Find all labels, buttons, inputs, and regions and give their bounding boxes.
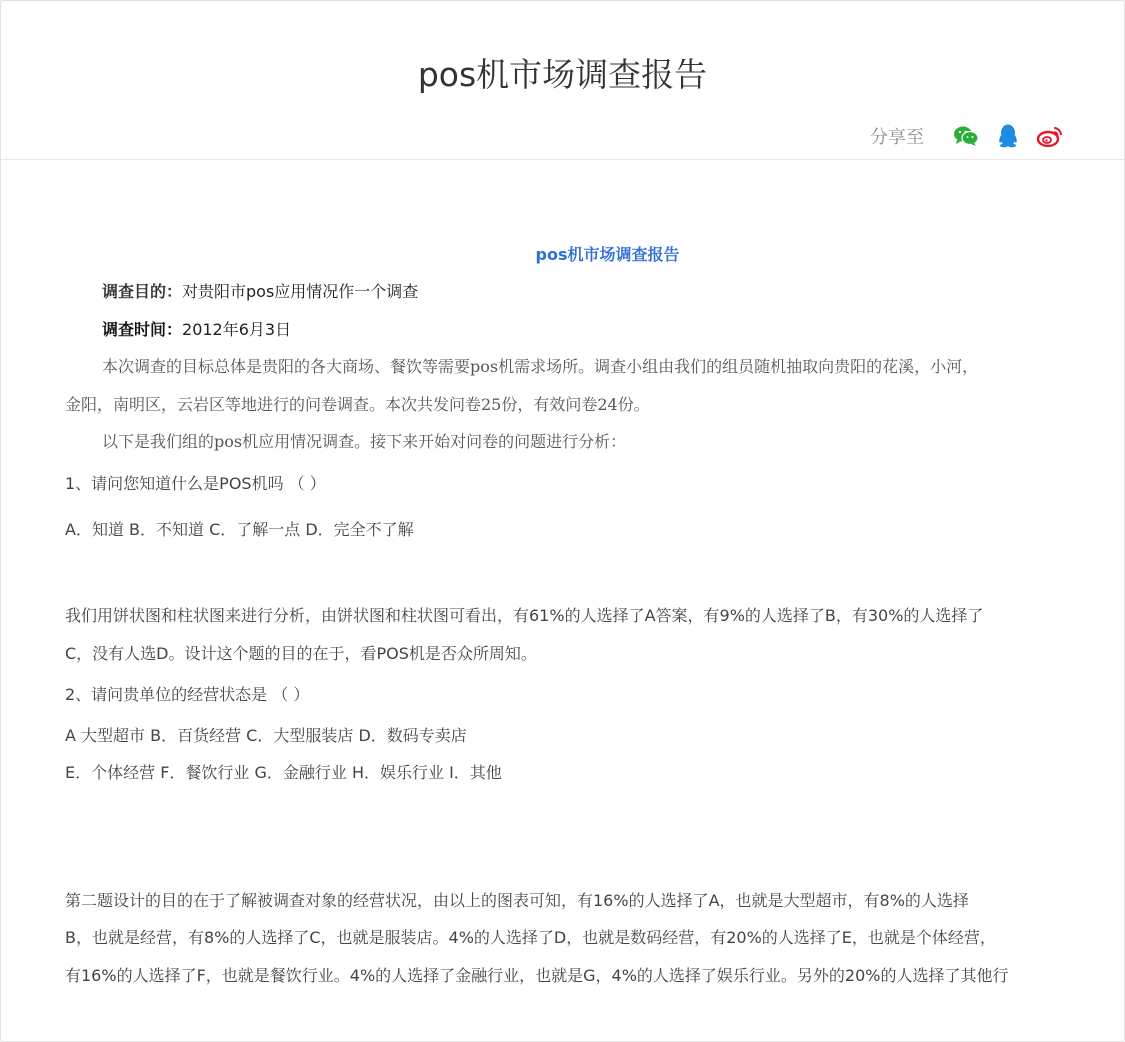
- qq-icon[interactable]: [994, 122, 1022, 150]
- purpose-label: 调查目的：: [102, 282, 183, 301]
- time-label: 调查时间：: [102, 319, 183, 339]
- question-2-analysis-line-1: 第二题设计的目的在于了解被调查对象的经营状况，由以上的图表可知，有16%的人选择了A，也就是大型超市，有8%的人选择: [65, 890, 969, 910]
- intro-line-3: 以下是我们组的pos机应用情况调查。接下来开始对问卷的问题进行分析：: [102, 432, 627, 451]
- document-title: pos机市场调查报告: [535, 245, 680, 264]
- question-2-analysis-line-2: B，也就是经营，有8%的人选择了C，也就是服装店。4%的人选择了D，也就是数码经营，有20%的人选择了E，也就是个体经营，: [65, 928, 996, 947]
- purpose-text: 对贵阳市pos应用情况作一个调查: [182, 282, 419, 301]
- share-label: 分享至: [870, 127, 924, 148]
- question-2-analysis-line-3: 有16%的人选择了F，也就是餐饮行业。4%的人选择了金融行业，也就是G，4%的人选择了娱乐行业。另外的20%的人选择了其他行: [65, 965, 1009, 985]
- question-1: 1、请问您知道什么是POS机吗 （ ）: [65, 473, 326, 493]
- time-text: 2012年6月3日: [182, 319, 292, 339]
- question-2-options-line-2: E．个体经营 F．餐饮行业 G．金融行业 H．娱乐行业 I．其他: [65, 763, 502, 782]
- page-title: pos机市场调查报告: [417, 55, 708, 94]
- question-2-text: 2、请问贵单位的经营状态是 （ ）: [65, 684, 310, 704]
- intro-line-2: 金阳，南明区，云岩区等地进行的问卷调查。本次共发问卷25份，有效问卷24份。: [65, 394, 650, 414]
- spacer: [65, 553, 1065, 597]
- intro-line-1: 本次调查的目标总体是贵阳的各大商场、餐饮等需要pos机需求场所。调查小组由我们的组员随机抽取向贵阳的花溪，小河，: [102, 357, 979, 376]
- wechat-icon[interactable]: [952, 122, 980, 150]
- purpose-line: [65, 273, 1065, 311]
- question-1-options: A．知道 B．不知道 C．了解一点 D．完全不了解: [65, 519, 414, 539]
- time-line: [65, 311, 1065, 349]
- weibo-icon[interactable]: [1036, 122, 1064, 150]
- article-header: [1, 1, 1124, 160]
- question-2-options-line-1: A 大型超市 B．百货经营 C．大型服装店 D．数码专卖店: [65, 725, 467, 745]
- article-content: [65, 237, 1065, 994]
- share-bar: [870, 119, 1064, 153]
- question-1-analysis-line-1: 我们用饼状图和柱状图来进行分析，由饼状图和柱状图可看出，有61%的人选择了A答案，有9%的人选择了B，有30%的人选择了: [65, 605, 984, 625]
- question-1-analysis-line-2: C，没有人选D。设计这个题的目的在于，看POS机是否众所周知。: [65, 643, 537, 663]
- spacer: [65, 792, 1065, 882]
- question-2: [65, 673, 1065, 717]
